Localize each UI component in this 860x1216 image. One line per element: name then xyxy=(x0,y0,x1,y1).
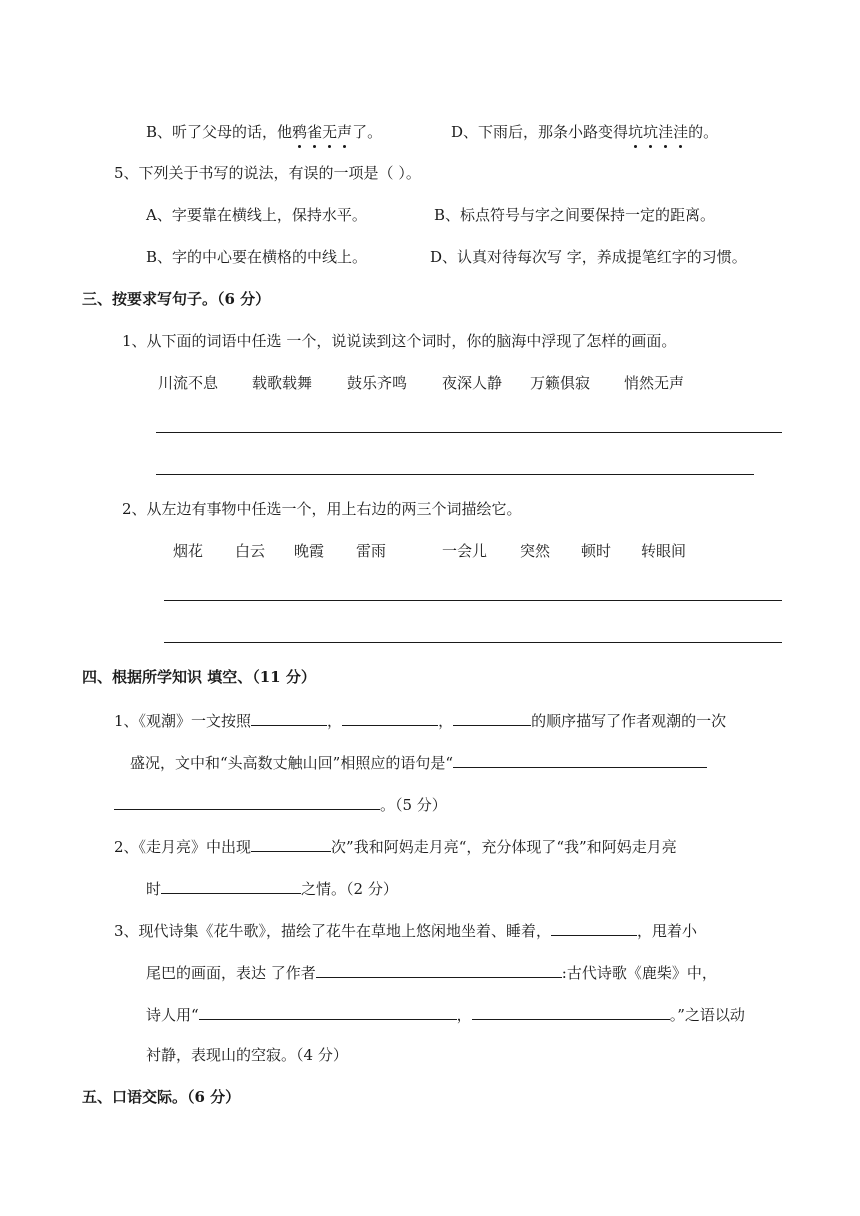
word-chip: 悄然无声 xyxy=(624,374,685,392)
s4-q2-end: 之情。（2 分） xyxy=(301,880,398,898)
s4-q3-text-a: 3、现代诗集《花牛歌》，描绘了花牛在草地上悠闲地坐着、睡着， xyxy=(114,922,552,940)
word-chip: 鼓乐齐鸣 xyxy=(347,374,408,392)
s3-q1-stem: 1、从下面的词语中任选 一个，说说读到这个词时，你的脑海中浮现了怎样的画面。 xyxy=(122,332,677,350)
q4-option-d-prefix: D、下雨后，那条小路变得 xyxy=(451,123,629,141)
fill-blank[interactable] xyxy=(472,1003,670,1020)
fill-blank[interactable] xyxy=(251,709,327,726)
section-3-title: 三、按要求写句子。（6 分） xyxy=(82,290,271,308)
s4-q1-end: 。（5 分） xyxy=(380,796,447,814)
word-chip: 顿时 xyxy=(581,542,612,560)
word-chip: 夜深人静 xyxy=(442,374,503,392)
dotted-char: 鸦 xyxy=(292,123,308,141)
s4-q1-line1 xyxy=(114,709,726,731)
q5-option-b2: B、字的中心要在横格的中线上。 xyxy=(146,248,368,266)
word-chip: 雷雨 xyxy=(356,542,387,560)
q5-stem: 5、下列关于书写的说法，有误的一项是（ ）。 xyxy=(114,164,421,182)
word-chip: 一会儿 xyxy=(442,542,488,560)
dotted-char: 无 xyxy=(322,123,338,141)
s4-q1-sep: ， xyxy=(327,712,343,730)
s4-q3-line4: 衬静，表现山的空寂。（4 分） xyxy=(146,1046,348,1064)
q4-option-d-suffix: 的。 xyxy=(688,123,719,141)
q5-option-b1: B、标点符号与字之间要保持一定的距离。 xyxy=(434,206,716,224)
fill-blank[interactable] xyxy=(453,709,531,726)
fill-blank[interactable] xyxy=(161,877,301,894)
q4-option-b-prefix: B、听了父母的话，他 xyxy=(146,123,293,141)
s4-q1-line2 xyxy=(130,751,707,773)
answer-line[interactable] xyxy=(164,600,782,601)
s4-q1-text-b: 的顺序描写了作者观潮的一次 xyxy=(531,712,727,730)
s4-q1-line3 xyxy=(114,793,447,815)
answer-line[interactable] xyxy=(156,474,754,475)
dotted-char: 雀 xyxy=(307,123,323,141)
fill-blank[interactable] xyxy=(251,835,331,852)
s4-q2-line1 xyxy=(114,835,677,857)
dotted-char: 洼 xyxy=(658,123,674,141)
s4-q1-sep: ， xyxy=(438,712,454,730)
section-5-title: 五、口语交际。（6 分） xyxy=(82,1088,241,1106)
answer-line[interactable] xyxy=(156,432,782,433)
word-chip: 载歌载舞 xyxy=(252,374,313,392)
s4-q3-text-f: ， xyxy=(456,1006,472,1024)
s4-q3-text-d: :古代诗歌《鹿柴》中， xyxy=(561,964,717,982)
s4-q3-line1 xyxy=(114,919,697,941)
word-chip: 烟花 xyxy=(173,542,204,560)
s4-q1-text-c: 盛况，文中和“头高数丈触山回”相照应的语句是“ xyxy=(130,754,454,772)
s4-q2-text-c: 时 xyxy=(146,880,162,898)
s4-q3-text-b: ，甩着小 xyxy=(637,922,698,940)
fill-blank[interactable] xyxy=(453,751,707,768)
dotted-char: 声 xyxy=(337,123,353,141)
s3-q2-stem: 2、从左边有事物中任选一个，用上右边的两三个词描绘它。 xyxy=(122,500,522,518)
fill-blank[interactable] xyxy=(551,919,637,936)
q4-option-d xyxy=(451,122,718,142)
s4-q3-line3 xyxy=(146,1003,745,1025)
s4-q3-text-c: 尾巴的画面，表达 了作者 xyxy=(146,964,316,982)
q4-option-b xyxy=(146,122,382,142)
q5-option-a: A、字要靠在横线上，保持水平。 xyxy=(146,206,367,224)
dotted-char: 洼 xyxy=(673,123,689,141)
s4-q3-text-e: 诗人用“ xyxy=(146,1006,199,1024)
answer-line[interactable] xyxy=(164,642,782,643)
dotted-char: 坑 xyxy=(628,123,644,141)
fill-blank[interactable] xyxy=(342,709,438,726)
q4-option-b-suffix: 了。 xyxy=(352,123,383,141)
section-4-title: 四、根据所学知识 填空、（11 分） xyxy=(82,668,316,686)
fill-blank[interactable] xyxy=(114,793,380,810)
fill-blank[interactable] xyxy=(316,961,562,978)
s4-q3-line2 xyxy=(146,961,717,983)
q5-option-d: D、认真对待每次写 字，养成提笔红字的习惯。 xyxy=(430,248,747,266)
word-chip: 白云 xyxy=(235,542,266,560)
word-chip: 突然 xyxy=(520,542,551,560)
word-chip: 万籁俱寂 xyxy=(530,374,591,392)
dotted-char: 坑 xyxy=(643,123,659,141)
s4-q3-text-g: 。”之语以动 xyxy=(669,1006,745,1024)
fill-blank[interactable] xyxy=(199,1003,457,1020)
word-chip: 晚霞 xyxy=(294,542,325,560)
s4-q1-text-a: 1、《观潮》一文按照 xyxy=(114,712,252,730)
word-chip: 川流不息 xyxy=(158,374,219,392)
s4-q2-text-a: 2、《走月亮》中出现 xyxy=(114,838,252,856)
s4-q2-text-b: 次”我和阿妈走月亮“，充分体现了“我”和阿妈走月亮 xyxy=(331,838,677,856)
word-chip: 转眼间 xyxy=(641,542,687,560)
s4-q2-line2 xyxy=(146,877,398,899)
